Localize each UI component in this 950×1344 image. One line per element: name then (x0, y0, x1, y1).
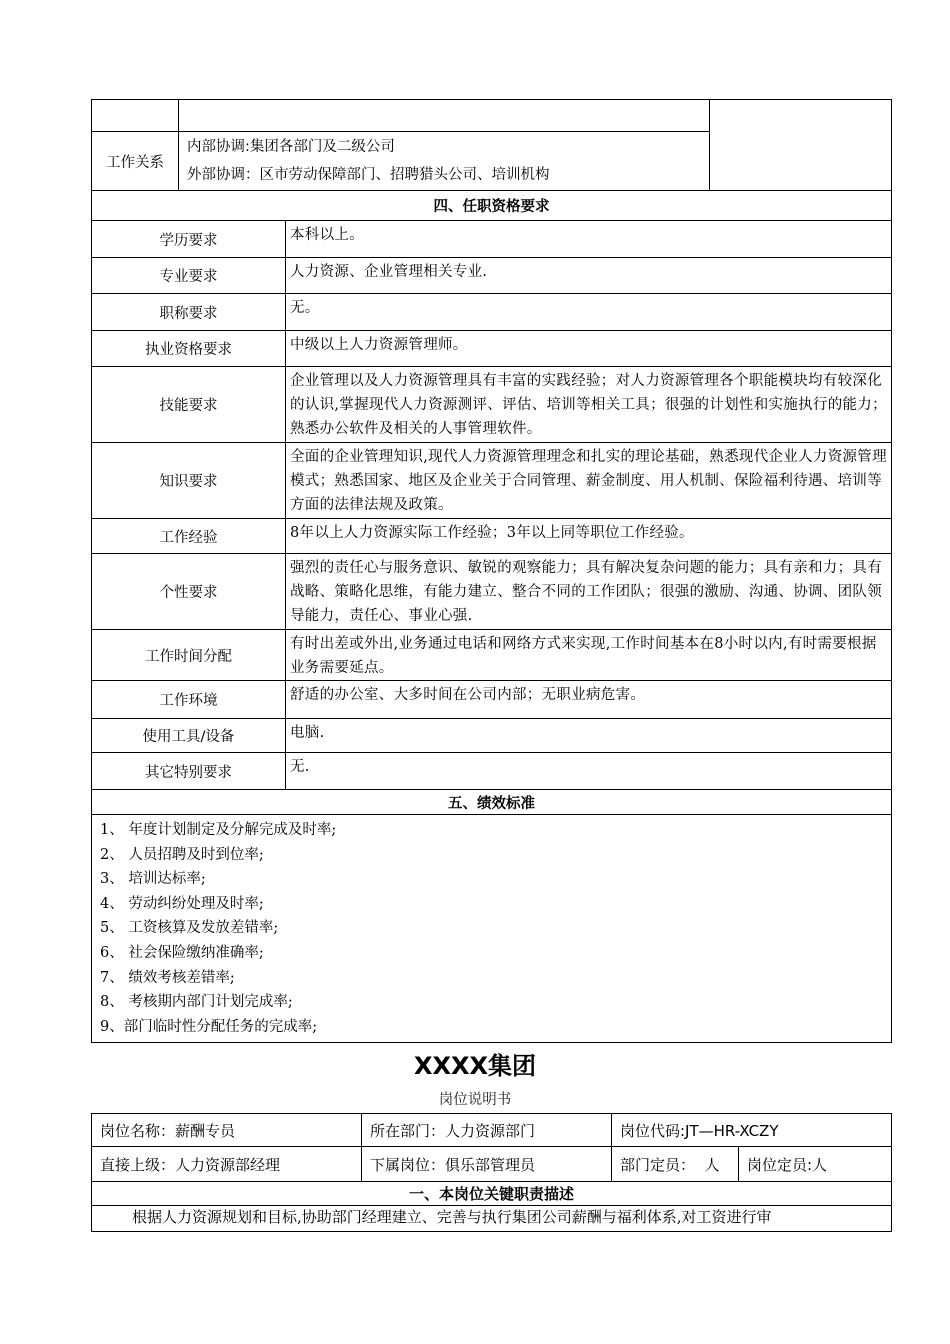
qualification-label: 工作环境 (92, 681, 286, 719)
qualification-row (92, 221, 892, 258)
job-header-table (91, 1113, 892, 1232)
list-item: 1、 年度计划制定及分解完成及时率; (100, 822, 337, 838)
qualification-row (92, 519, 892, 554)
qualification-label: 职称要求 (92, 294, 286, 331)
qualification-row (92, 331, 892, 367)
qualification-value: 全面的企业管理知识,现代人力资源管理理念和扎实的理论基础，熟悉现代企业人力资源管理模式；熟悉国家、地区及企业关于合同管理、薪金制度、用人机制、保险福利待遇、培训等方面的法律法规及政策。 (286, 443, 892, 519)
qualification-label: 学历要求 (92, 221, 286, 258)
external-coordination: 外部协调：区市劳动保障部门、招聘猎头公司、培训机构 (187, 167, 550, 183)
qualification-row (92, 554, 892, 630)
qualification-label: 工作经验 (92, 519, 286, 554)
list-item: 2、 人员招聘及时到位率; (100, 846, 264, 863)
qualifications-section-title: 四、任职资格要求 (92, 191, 892, 221)
qualification-label: 知识要求 (92, 443, 286, 519)
qualification-value: 8年以上人力资源实际工作经验；3年以上同等职位工作经验。 (286, 519, 892, 554)
qualification-row (92, 719, 892, 753)
qualification-row (92, 294, 892, 331)
qualification-label: 技能要求 (92, 367, 286, 443)
qualification-value: 有时出差或外出,业务通过电话和网络方式来实现,工作时间基本在8小时以内,有时需要根据业务需要延点。 (286, 630, 892, 681)
qualification-value: 舒适的办公室、大多时间在公司内部；无职业病危害。 (286, 681, 892, 719)
qualification-row (92, 443, 892, 519)
position-quota: 岗位定员:人 (739, 1147, 892, 1182)
qualification-label: 使用工具/设备 (92, 719, 286, 753)
qualification-value: 强烈的责任心与服务意识、敏锐的观察能力；具有解决复杂问题的能力；具有亲和力；具有战略、策略化思维，有能力建立、整合不同的工作团队；很强的激励、沟通、协调、团队领导能力，责任心、事业心强. (286, 554, 892, 630)
qualifications-section-row (92, 191, 892, 221)
duties-section-title: 一、本岗位关键职责描述 (92, 1182, 892, 1206)
qualification-label: 专业要求 (92, 258, 286, 294)
qualification-row (92, 681, 892, 719)
direct-superior: 直接上级：人力资源部经理 (92, 1147, 362, 1182)
qualification-value: 中级以上人力资源管理师。 (286, 331, 892, 367)
duties-description: 根据人力资源规划和目标,协助部门经理建立、完善与执行集团公司薪酬与福利体系,对工资进行审 (92, 1206, 892, 1232)
job-header-row (92, 1114, 892, 1147)
qualification-row (92, 367, 892, 443)
qualification-label: 执业资格要求 (92, 331, 286, 367)
duties-section-row (92, 1182, 892, 1206)
qualification-value: 无. (286, 753, 892, 790)
performance-section-title: 五、绩效标准 (92, 790, 892, 815)
department-quota: 部门定员： 人 (612, 1147, 739, 1182)
subordinate-position: 下属岗位：俱乐部管理员 (362, 1147, 612, 1182)
qualification-label: 其它特别要求 (92, 753, 286, 790)
qualification-value: 人力资源、企业管理相关专业. (286, 258, 892, 294)
list-item: 7、 绩效考核差错率; (100, 969, 235, 986)
position-name: 岗位名称：薪酬专员 (92, 1114, 362, 1147)
performance-list-row (92, 815, 892, 1043)
list-item: 6、 社会保险缴纳准确率; (100, 944, 264, 961)
work-relations-label: 工作关系 (92, 132, 179, 191)
duties-text-row (92, 1206, 892, 1232)
qualification-value: 无。 (286, 294, 892, 331)
document-title: XXXX集团 (413, 1052, 536, 1080)
qualification-row (92, 258, 892, 294)
qualification-label: 个性要求 (92, 554, 286, 630)
list-item: 5、 工资核算及发放差错率; (100, 920, 279, 937)
department-name: 所在部门：人力资源部门 (362, 1114, 612, 1147)
qualification-row (92, 630, 892, 681)
job-description-table-continued (91, 99, 892, 1043)
internal-coordination: 内部协调:集团各部门及二级公司 (187, 139, 395, 155)
list-item: 3、 培训达标率; (100, 871, 206, 888)
qualification-value: 电脑. (286, 719, 892, 753)
document-subtitle: 岗位说明书 (438, 1092, 512, 1108)
qualification-value: 本科以上。 (286, 221, 892, 258)
list-item: 8、 考核期内部门计划完成率; (100, 994, 293, 1011)
blank-row (92, 100, 892, 132)
qualification-label: 工作时间分配 (92, 630, 286, 681)
qualification-value: 企业管理以及人力资源管理具有丰富的实践经验；对人力资源管理各个职能模块均有较深化的认识,掌握现代人力资源测评、评估、培训等相关工具；很强的计划性和实施执行的能力；熟悉办公软件及相关的人事管理软件。 (286, 367, 892, 443)
list-item: 4、 劳动纠纷处理及时率; (100, 895, 264, 912)
job-header-row (92, 1147, 892, 1182)
list-item: 9、部门临时性分配任务的完成率; (100, 1018, 318, 1035)
qualification-row (92, 753, 892, 790)
performance-list (92, 815, 892, 1043)
position-code: 岗位代码:JT—HR-XCZY (612, 1114, 892, 1147)
performance-section-row (92, 790, 892, 815)
